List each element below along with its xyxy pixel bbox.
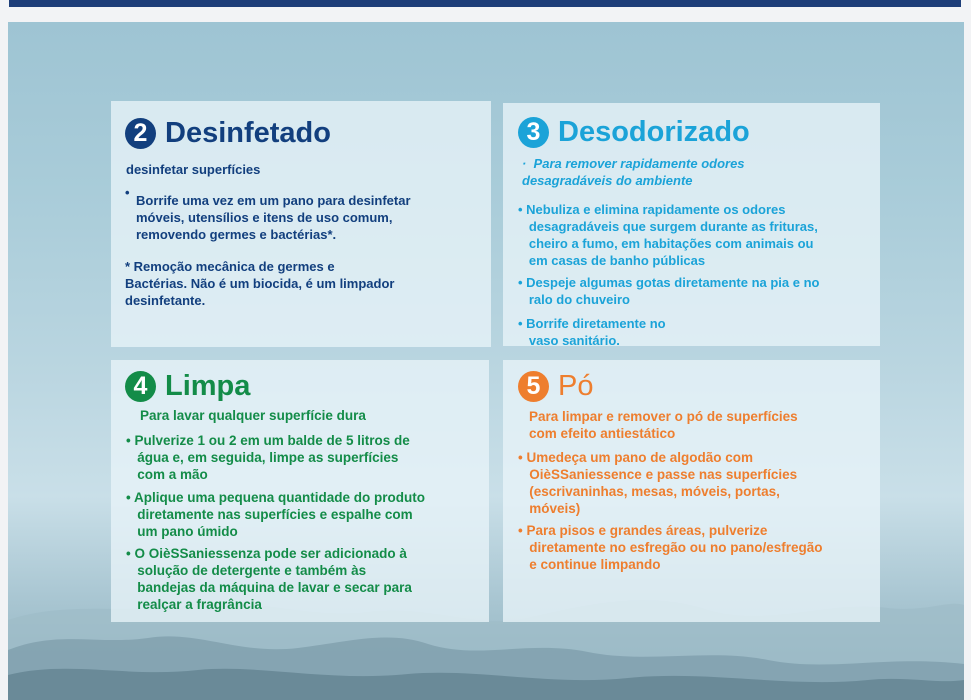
top-header-strip <box>0 0 971 10</box>
card-deodorize-title <box>518 116 750 149</box>
card-deodorize <box>503 103 880 346</box>
card-disinfect-bullet-mark: • <box>125 185 130 200</box>
card-disinfect-note: * Remoção mecânica de germes e Bactérias. Não é um biocida, é um limpador desinfetante. <box>125 259 395 308</box>
number-badge-3: 3 <box>518 117 549 148</box>
number-badge-2: 2 <box>125 118 156 149</box>
card-deodorize-bullet-1: • Nebuliza e elimina rapidamente os odores desagradáveis que surgem durante as frituras, cheiro a fumo, em habitações com animais ou em casas de banho públicas <box>518 202 818 268</box>
card-dust-heading: Pó <box>558 370 594 402</box>
card-dust-bullet-1: • Umedeça um pano de algodão com OièSSaniessence e passe nas superfícies (escrivaninhas, mesas, móveis, portas, móveis) <box>518 450 798 516</box>
number-badge-4: 4 <box>125 371 156 402</box>
card-disinfect-title <box>125 117 331 150</box>
header-bar <box>9 0 961 7</box>
card-disinfect <box>111 101 491 347</box>
card-clean <box>111 360 489 622</box>
number-badge-5: 5 <box>518 371 549 402</box>
card-clean-bullet-1: • Pulverize 1 ou 2 em um balde de 5 litros de água e, em seguida, limpe as superfícies com a mão <box>126 433 410 482</box>
card-dust <box>503 360 880 622</box>
card-dust-title <box>518 370 593 403</box>
card-deodorize-bullet-2: • Despeje algumas gotas diretamente na pia e no ralo do chuveiro <box>518 275 820 307</box>
card-disinfect-bullet-1: Borrife uma vez em um pano para desinfetar móveis, utensílios e itens de uso comum, removendo germes e bactérias*. <box>136 193 411 242</box>
card-clean-title <box>125 370 250 403</box>
card-clean-subtitle: Para lavar qualquer superfície dura <box>140 408 366 423</box>
card-dust-subtitle: Para limpar e remover o pó de superfícies com efeito antiestático <box>529 409 798 441</box>
card-deodorize-bullet-3: • Borrife diretamente no vaso sanitário. <box>518 316 666 348</box>
card-clean-bullet-3: • O OièSSaniessenza pode ser adicionado à solução de detergente e também às bandejas da máquina de lavar e secar para realçar a fragrância <box>126 546 412 612</box>
card-deodorize-subtitle: · Para remover rapidamente odores desagradáveis do ambiente <box>522 156 745 188</box>
card-clean-bullet-2: • Aplique uma pequena quantidade do produto diretamente nas superfícies e espalhe com um pano úmido <box>126 490 425 539</box>
card-clean-heading: Limpa <box>165 370 251 402</box>
card-dust-bullet-2: • Para pisos e grandes áreas, pulverize diretamente no esfregão ou no pano/esfregão e continue limpando <box>518 523 823 572</box>
card-deodorize-heading: Desodorizado <box>558 116 750 148</box>
card-disinfect-heading: Desinfetado <box>165 117 331 149</box>
card-disinfect-subtitle: desinfetar superfícies <box>126 162 261 177</box>
